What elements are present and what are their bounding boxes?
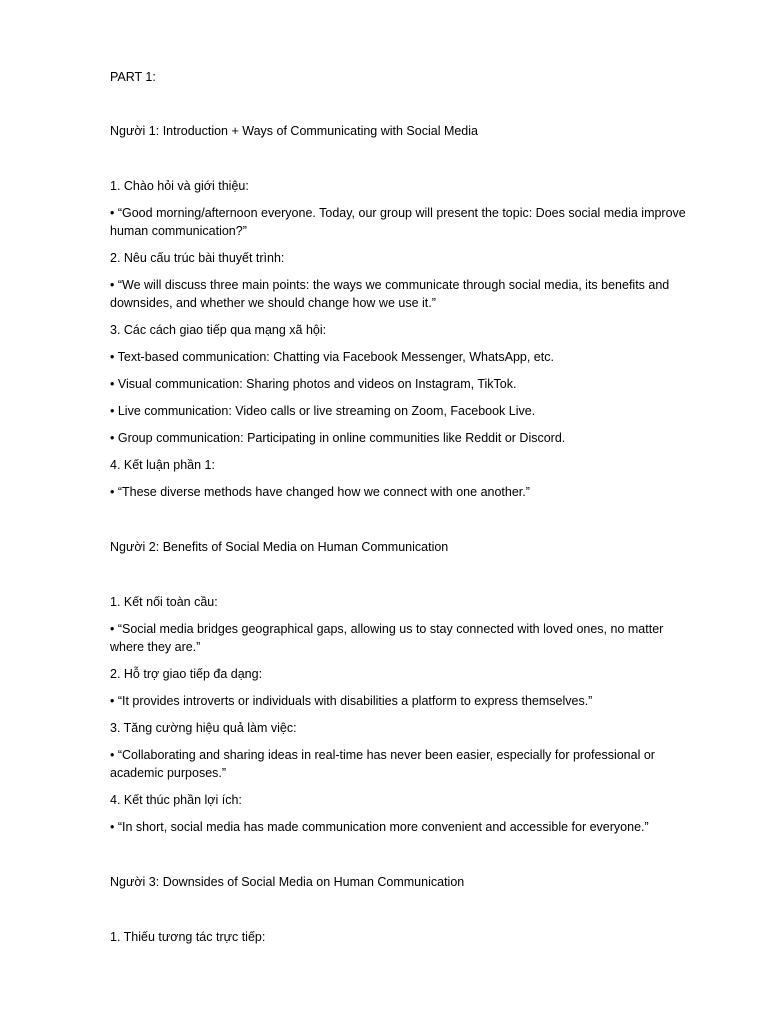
section-heading-person-3: Người 3: Downsides of Social Media on Human Communication [110, 875, 465, 889]
section-heading-person-1: Người 1: Introduction + Ways of Communicating with Social Media [110, 124, 478, 138]
bullet-item: • “Social media bridges geographical gaps, allowing us to stay connected with loved ones, no matter where they are.” [110, 622, 664, 654]
numbered-item: 4. Kết luận phần 1: [110, 458, 215, 472]
document-body [110, 68, 690, 955]
bullet-item: • “In short, social media has made communication more convenient and accessible for everyone.” [110, 820, 649, 834]
bullet-item: • “Good morning/afternoon everyone. Today, our group will present the topic: Does social media improve human communication?” [110, 206, 686, 238]
bullet-item: • “Collaborating and sharing ideas in real-time has never been easier, especially for professional or academic purposes.” [110, 748, 655, 780]
numbered-item: 4. Kết thúc phần lợi ích: [110, 793, 242, 807]
bullet-item: • “We will discuss three main points: the ways we communicate through social media, its benefits and downsides, and whether we should change how we use it.” [110, 278, 670, 310]
bullet-item: • Text-based communication: Chatting via Facebook Messenger, WhatsApp, etc. [110, 350, 554, 364]
numbered-item: 1. Thiếu tương tác trực tiếp: [110, 930, 266, 944]
section-heading-person-2: Người 2: Benefits of Social Media on Human Communication [110, 540, 449, 554]
numbered-item: 1. Kết nối toàn cầu: [110, 595, 218, 609]
bullet-item: • Visual communication: Sharing photos and videos on Instagram, TikTok. [110, 377, 517, 391]
part-title: PART 1: [110, 70, 156, 84]
numbered-item: 2. Hỗ trợ giao tiếp đa dạng: [110, 667, 263, 681]
numbered-item: 3. Các cách giao tiếp qua mạng xã hội: [110, 323, 327, 337]
bullet-item: • Live communication: Video calls or live streaming on Zoom, Facebook Live. [110, 404, 536, 418]
bullet-item: • Group communication: Participating in online communities like Reddit or Discord. [110, 431, 566, 445]
numbered-item: 1. Chào hỏi và giới thiệu: [110, 179, 249, 193]
numbered-item: 2. Nêu cấu trúc bài thuyết trình: [110, 251, 285, 265]
bullet-item: • “It provides introverts or individuals with disabilities a platform to express themselves.” [110, 694, 593, 708]
numbered-item: 3. Tăng cường hiệu quả làm việc: [110, 721, 297, 735]
bullet-item: • “These diverse methods have changed how we connect with one another.” [110, 485, 530, 499]
